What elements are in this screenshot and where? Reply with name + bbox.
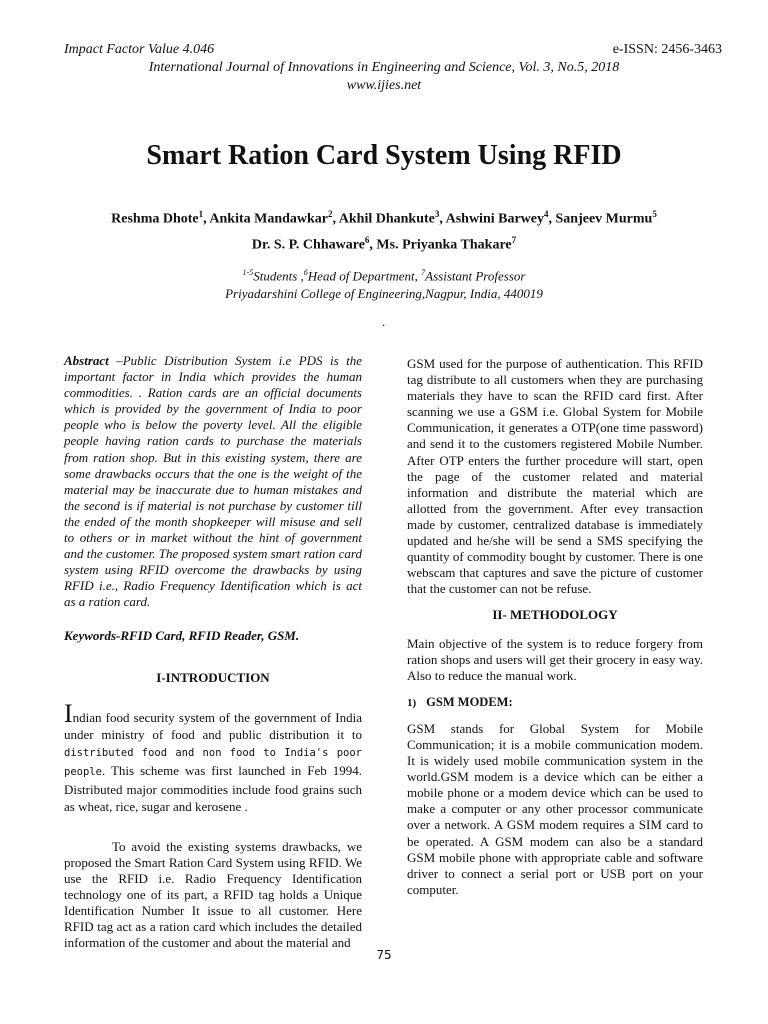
intro-heading: I-INTRODUCTION xyxy=(156,669,270,685)
intro-text-mono: distributed food and non food to India's poor people xyxy=(64,746,362,778)
left-column xyxy=(64,353,362,951)
keywords: Keywords-RFID Card, RFID Reader, GSM. xyxy=(64,627,300,643)
author-sup: 3 xyxy=(434,209,440,219)
right-column xyxy=(407,356,703,898)
author-name: Ashwini Barwey xyxy=(445,211,544,227)
gsm-modem-number: 1) xyxy=(407,696,417,709)
author-sup: 6 xyxy=(364,234,370,245)
author-sup: 4 xyxy=(544,209,549,219)
author-sup: 7 xyxy=(511,234,517,245)
college-address: Priyadarshini College of Engineering,Nagpur, India, 440019 xyxy=(225,286,543,302)
abstract-label: Abstract xyxy=(64,353,109,368)
drop-cap: I xyxy=(64,698,73,728)
intro-text-a: ndian food security system of the government of India under ministry of food and public distribution it to xyxy=(64,709,362,742)
author-name: Dr. S. P. Chhaware xyxy=(251,237,365,253)
abstract-text: –Public Distribution System i.e PDS is the important factor in India which provides the human commodities. . Ration cards are an official documents which is provided by the government of India to poor people who is below the poverty level. All the eligible people having ration cards to purchase the materials from ration shop. But in this existing system, there are some drawbacks occurs that the one is the weight of the material may be inaccurate due to human mistakes and the second is if material is not purchase by customer till the ended of the month shopkeeper will misuse and sell to others or in market without the hint of government and the customer. The proposed system smart ration card system using RFID overcome the drawbacks by using RFID i.e., Radio Frequency Identification which is act as a ration card. xyxy=(64,353,362,610)
author-name: Reshma Dhote xyxy=(111,211,199,227)
role-text: Students , xyxy=(253,268,304,284)
issn: e-ISSN: 2456-3463 xyxy=(612,42,722,57)
gsm-modem-paragraph: GSM stands for Global System for Mobile Communication; it is a mobile communication modem. It is widely used mobile communication system in the world.GSM modem is a device which can be either a mobile phone or a modem device which can be used to make a computer or any other processor communicate over a network. A GSM modem requires a SIM card to be operated. A GSM modem can also be a standard GSM mobile phone with appropriate cable and software driver to connect a serial port or USB port on your computer. xyxy=(407,720,703,897)
author-sup: 2 xyxy=(328,209,333,219)
role-text: Head of Department, xyxy=(307,268,422,284)
journal-name: International Journal of Innovations in Engineering and Science, Vol. 3, No.5, 2018 xyxy=(148,60,620,75)
author-sup: 1 xyxy=(198,209,204,219)
author-sup: 5 xyxy=(652,209,657,219)
author-list: Reshma Dhote$^1$, Ankita Mandawkar$^2$, Akhil Dhankute$^3$, Ashwini Barwey$^4$, Sanjeev Murmu$^5$ Dr. S. P. Chhaware$^6$, Ms. Priyanka Thakare$^7$ xyxy=(111,209,657,253)
methodology-heading: II- METHODOLOGY xyxy=(492,607,618,623)
gsm-modem-heading xyxy=(407,694,703,711)
impact-factor: Impact Factor Value 4.046 xyxy=(64,42,215,57)
journal-website: www.ijies.net xyxy=(346,78,422,93)
author-name: Ms. Priyanka Thakare xyxy=(376,237,512,253)
intro-text-b: . This scheme was first launched in Feb 1994. Distributed major commodities include food grains such as wheat, rice, sugar and kerosene . xyxy=(64,762,362,814)
gsm-auth-paragraph: GSM used for the purpose of authentication. This RFID tag distribute to all customers when they are purchasing materials they have to scan the RFID card first. After scanning we use a GSM i.e. Global System for Mobile Communication, it generates a OTP(one time password) and send it to the customers registered Mobile Number. After OTP enters the further procedure will start, open the page of the customer related and material information and distribute the material which are allotted from the government. After evey transaction made by customer, centralized database is immediately updated and he/she will be send a SMS specifying the quantity of commodity bought by customer. There is one webscam that captures and save the picture of customer that the customer can not be refuse. xyxy=(407,356,703,597)
role-sup: 6 xyxy=(303,268,308,277)
role-sup: 7 xyxy=(421,268,426,277)
intro-paragraph-1 xyxy=(64,698,362,815)
paper-title: Smart Ration Card System Using RFID xyxy=(146,140,622,171)
author-name: Ankita Mandawkar xyxy=(209,211,329,227)
affiliation xyxy=(0,264,768,303)
author-name: Sanjeev Murmu xyxy=(555,211,653,227)
page-number: 75 xyxy=(376,948,392,962)
separator-dot: . xyxy=(382,314,386,329)
abstract xyxy=(64,353,362,611)
author-name: Akhil Dhankute xyxy=(338,211,435,227)
gsm-modem-title: GSM MODEM: xyxy=(426,694,513,709)
methodology-paragraph: Main objective of the system is to reduce forgery from ration shops and users will get their grocery in easy way. Also to reduce the manual work. xyxy=(407,635,703,683)
role-text: Assistant Professor xyxy=(425,268,526,284)
role-sup: 1-5 xyxy=(242,268,254,277)
affiliation-roles xyxy=(0,264,768,285)
intro-paragraph-2: To avoid the existing systems drawbacks, we proposed the Smart Ration Card System using RFID. We use the RFID i.e. Radio Frequency Identification technology one of its part, a RFID tag holds a Unique Identification Number It issue to all customer. Here RFID tag act as a ration card which includes the detailed information of the customer and about the material and xyxy=(64,838,362,951)
